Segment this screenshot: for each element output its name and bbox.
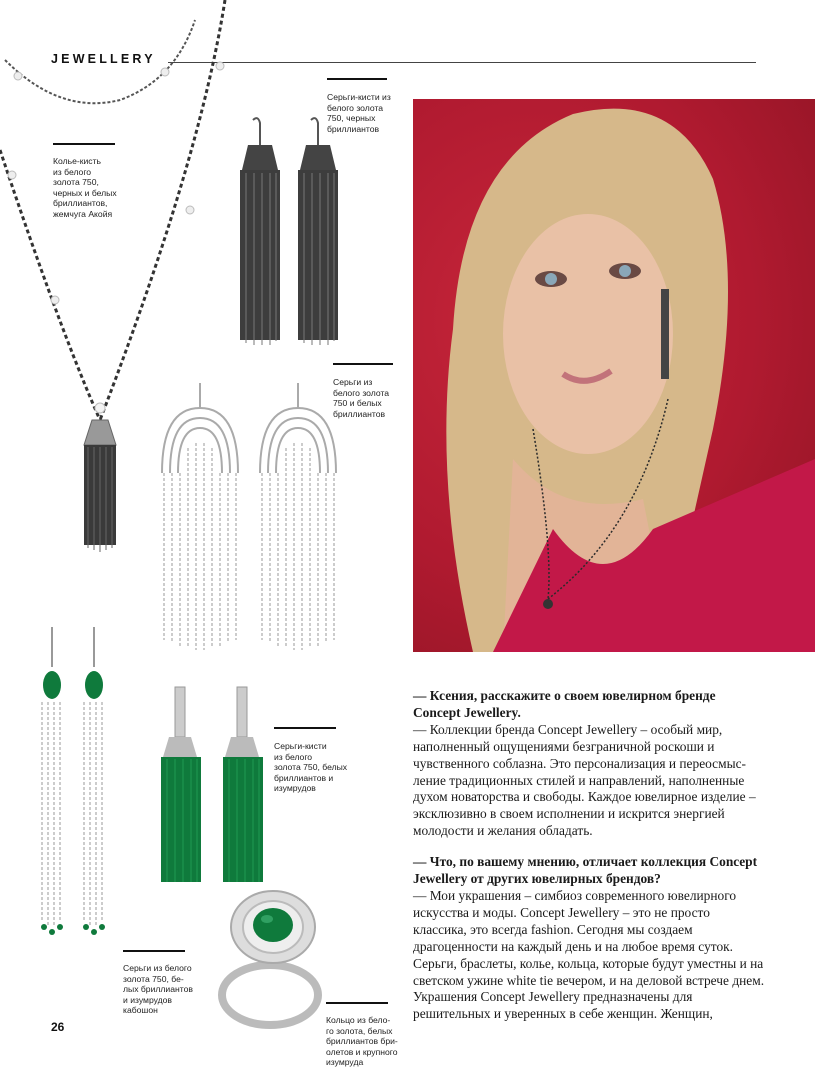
green-tassel-caption: Серьги-кисти из белого золота 750, белых бриллиантов и изумрудов <box>274 741 348 794</box>
answer-2: — Мои украшения – симбиоз современного ювелирного искусства и моды. Concept Jewellery – это не просто классика, это всегда fashion. Сегодня мы создаем драгоценности на каждый день и на любое время суток. Серьги, браслеты, колье, кольца, которые будут уместны и на светском ужине white tie вечером, и на деловой встрече днем. Украшения Concept Jewellery предназначены для решительных и уверенных в себе женщин. Женщин, <box>413 887 765 1022</box>
black-earrings-image <box>228 115 348 350</box>
green-tassel-earrings-image <box>157 685 272 890</box>
article-body <box>413 688 765 1037</box>
black-earrings-caption: Серьги-кисти из белого золота 750, черных бриллиантов <box>327 92 391 134</box>
caption-rule <box>123 950 185 952</box>
caption-rule <box>274 727 336 729</box>
section-label: JEWELLERY <box>51 52 156 66</box>
white-earrings-image <box>152 378 347 658</box>
ring-image <box>205 885 340 1035</box>
answer-1: — Коллекции бренда Concept Jewellery – особый мир, наполненный ощущениями безграничной роскоши и чувственного соблазна. Это персонализация и переосмыс-ление традиционных стилей и направлений, наполненные духом новаторства и свободы. Каждое ювелирное изделие – эксклюзивно в своем исполнении и искрится энергией молодости и желания обладать. <box>413 721 756 839</box>
white-earrings-caption: Серьги из белого золота 750 и белых бриллиантов <box>333 377 390 419</box>
question-1: — Ксения, расскажите о своем ювелирном бренде Concept Jewellery. <box>413 688 716 720</box>
necklace-caption: Колье-кисть из белого золота 750, черных и белых бриллиантов, жемчуга Акойя <box>53 156 117 219</box>
question-2: — Что, по вашему мнению, отличает коллекция Concept Jewellery от других ювелирных брендов? <box>413 854 758 887</box>
emerald-earrings-caption: Серьги из белого золота 750, бе- лых бриллиантов и изумрудов кабошон <box>123 963 193 1016</box>
caption-rule <box>53 143 115 145</box>
portrait-photo <box>413 99 815 652</box>
caption-rule <box>326 1002 388 1004</box>
header-rule <box>168 62 756 63</box>
caption-rule <box>327 78 387 80</box>
ring-caption: Кольцо из бело- го золота, белых бриллиантов бри- олетов и крупного изумруда <box>326 1015 398 1068</box>
page-number: 26 <box>51 1020 65 1034</box>
emerald-earrings-image <box>32 622 132 952</box>
caption-rule <box>333 363 393 365</box>
